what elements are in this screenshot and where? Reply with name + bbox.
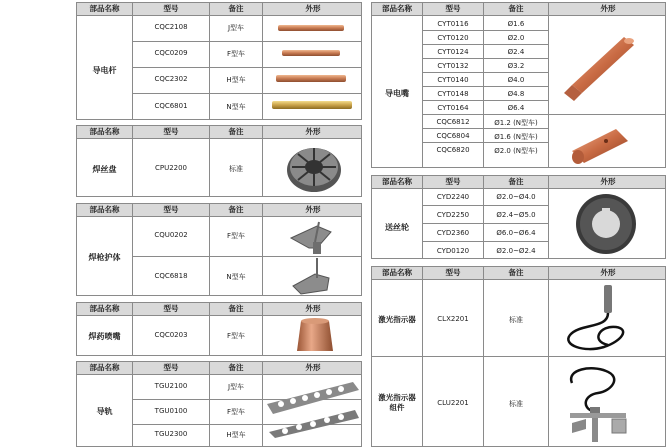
part-name: 送丝轮	[385, 223, 409, 232]
model-cell: CYT0164	[437, 104, 469, 112]
table-header	[77, 303, 361, 316]
header-model: 型号	[445, 177, 461, 186]
header-shape: 外形	[305, 304, 321, 313]
model-cell: CQC0209	[154, 49, 188, 57]
model-cell: CLU2201	[437, 399, 469, 407]
note-cell: Ø1.6	[507, 20, 525, 28]
header-model: 型号	[445, 4, 461, 13]
model-cell: CYD2360	[436, 229, 470, 237]
note-cell: F型车	[226, 408, 246, 416]
header-part: 部品名称	[89, 304, 120, 313]
model-cell: CYD0120	[436, 247, 470, 255]
note-cell: 标准	[229, 165, 243, 173]
note-cell: Ø6.4	[507, 104, 525, 112]
header-shape: 外形	[600, 4, 616, 13]
note-cell: Ø2.4	[507, 48, 525, 56]
model-cell: CQU0202	[154, 231, 188, 239]
header-part: 部品名称	[382, 4, 412, 13]
table-feed-roller	[371, 175, 666, 259]
header-shape: 外形	[305, 363, 321, 372]
torch-guard-images	[287, 218, 339, 296]
model-cell: TGU2100	[154, 382, 188, 390]
note-cell: Ø3.2	[507, 62, 525, 70]
header-note: 备注	[228, 127, 244, 136]
model-cell: CQC6812	[436, 118, 470, 126]
part-name: 导电嘴	[385, 89, 409, 98]
note-cell: Ø1.2 (N型车)	[494, 119, 538, 127]
note-cell: Ø2.4~Ø5.0	[496, 211, 536, 219]
note-cell: F型车	[226, 332, 246, 340]
model-cell: CQC6818	[154, 272, 188, 280]
header-note: 备注	[508, 177, 524, 186]
model-cell: CPU2200	[154, 164, 188, 172]
header-note: 备注	[508, 4, 524, 13]
header-model: 型号	[163, 205, 179, 214]
model-cell: CQC2302	[154, 75, 188, 83]
model-cell: CYT0132	[437, 62, 469, 70]
note-cell: H型车	[226, 431, 246, 439]
feed-roller-image	[572, 190, 640, 256]
header-shape: 外形	[600, 268, 616, 277]
table-laser-pointer	[371, 266, 666, 447]
part-name: 激光指示器	[378, 315, 416, 324]
table-header	[77, 204, 361, 217]
laser-pointer-image	[560, 283, 634, 355]
model-cell: CYD2240	[436, 193, 470, 201]
note-cell: Ø2.0~Ø2.4	[496, 247, 536, 255]
note-cell: Ø4.8	[507, 90, 525, 98]
model-cell: TGU0100	[154, 407, 188, 415]
header-model: 型号	[163, 127, 179, 136]
model-cell: CQC2108	[154, 23, 188, 31]
note-cell: 标准	[509, 400, 523, 408]
header-model: 型号	[445, 268, 461, 277]
note-cell: H型车	[226, 76, 246, 84]
note-cell: Ø1.6 (N型车)	[494, 133, 538, 141]
table-contact-tip	[371, 2, 666, 168]
guide-rail-images	[265, 378, 361, 438]
table-header	[372, 3, 665, 16]
table-conductive-rod	[76, 2, 362, 120]
table-guide-rail	[76, 361, 362, 447]
header-shape: 外形	[600, 177, 616, 186]
part-name: 焊药喷嘴	[88, 332, 121, 341]
table-header	[77, 3, 361, 16]
contact-tip-image-short	[566, 123, 634, 167]
header-model: 型号	[163, 304, 179, 313]
table-header	[77, 362, 361, 375]
model-cell: CYT0116	[437, 20, 469, 28]
wire-reel-image	[285, 140, 343, 196]
header-part: 部品名称	[89, 127, 120, 136]
header-shape: 外形	[305, 4, 321, 13]
header-note: 备注	[508, 268, 524, 277]
table-flux-nozzle	[76, 302, 362, 356]
model-cell: CQC6801	[154, 102, 188, 110]
flux-nozzle-image	[295, 317, 335, 355]
note-cell: Ø6.0~Ø6.4	[496, 229, 536, 237]
header-note: 备注	[228, 4, 244, 13]
model-cell: CYT0124	[437, 48, 469, 56]
model-cell: CQC6804	[436, 132, 470, 140]
note-cell: J型车	[227, 24, 245, 32]
table-torch-guard	[76, 203, 362, 296]
model-cell: CQC0203	[154, 331, 188, 339]
header-part: 部品名称	[382, 268, 412, 277]
table-header	[77, 126, 361, 139]
part-name: 激光指示器组件	[378, 393, 416, 412]
model-cell: CLX2201	[437, 315, 469, 323]
contact-tip-image-long	[562, 33, 642, 103]
note-cell: J型车	[227, 383, 245, 391]
note-cell: F型车	[226, 50, 246, 58]
model-cell: TGU2300	[154, 430, 188, 438]
conductive-rod-images	[272, 19, 352, 119]
header-shape: 外形	[305, 127, 321, 136]
header-shape: 外形	[305, 205, 321, 214]
model-cell: CYT0120	[437, 34, 469, 42]
header-model: 型号	[163, 363, 179, 372]
table-wire-reel	[76, 125, 362, 197]
header-part: 部品名称	[89, 363, 120, 372]
model-cell: CQC6820	[436, 146, 470, 154]
note-cell: Ø2.0 (N型车)	[494, 147, 538, 155]
note-cell: N型车	[226, 273, 246, 281]
note-cell: F型车	[226, 232, 246, 240]
header-part: 部品名称	[89, 4, 120, 13]
part-name: 导轨	[96, 407, 113, 416]
note-cell: N型车	[226, 103, 246, 111]
header-part: 部品名称	[89, 205, 120, 214]
table-header	[372, 176, 665, 189]
part-name: 焊枪护体	[88, 253, 121, 262]
model-cell: CYD2250	[436, 211, 470, 219]
part-name: 导电杆	[92, 66, 117, 75]
header-note: 备注	[228, 205, 244, 214]
header-part: 部品名称	[382, 177, 412, 186]
part-name: 焊丝盘	[92, 165, 117, 174]
note-cell: 标准	[509, 316, 523, 324]
laser-pointer-assembly-image	[562, 363, 638, 445]
note-cell: Ø2.0~Ø4.0	[496, 193, 536, 201]
note-cell: Ø2.0	[507, 34, 525, 42]
table-header	[372, 267, 665, 280]
note-cell: Ø4.0	[507, 76, 525, 84]
model-cell: CYT0148	[437, 90, 469, 98]
header-model: 型号	[163, 4, 179, 13]
header-note: 备注	[228, 363, 244, 372]
model-cell: CYT0140	[437, 76, 469, 84]
header-note: 备注	[228, 304, 244, 313]
